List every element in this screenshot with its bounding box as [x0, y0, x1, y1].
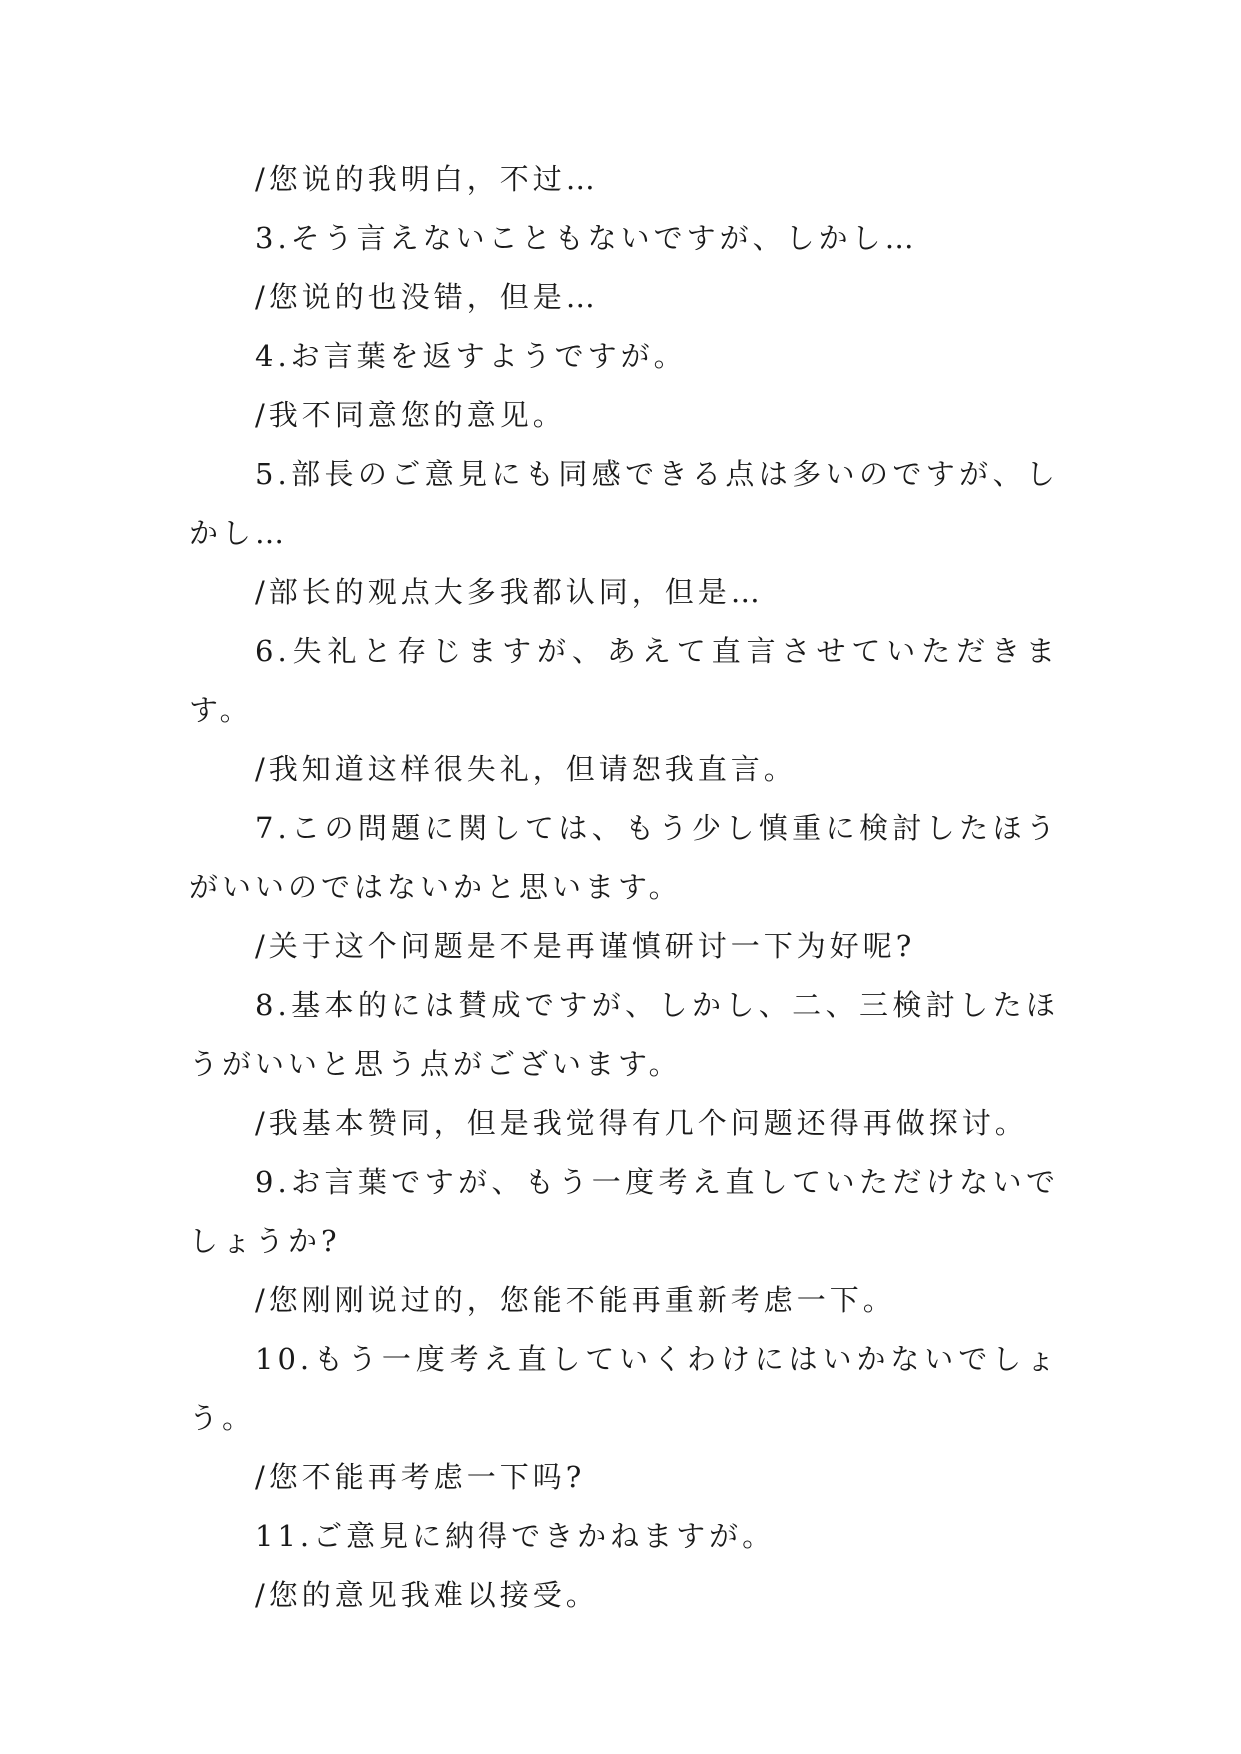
paragraph-10: 7.この問題に関しては、もう少し慎重に検討したほうがいいのではないかと思います。: [189, 811, 1059, 904]
paragraph-3: /您说的也没错，但是…: [255, 280, 599, 314]
paragraph-17: /您不能再考虑一下吗?: [255, 1460, 586, 1494]
paragraph-1: /您说的我明白，不过…: [255, 162, 599, 196]
paragraph-15: /您刚刚说过的，您能不能再重新考虑一下。: [255, 1283, 896, 1317]
paragraph-12: 8.基本的には賛成ですが、しかし、二、三検討したほうがいいと思う点がございます。: [189, 988, 1059, 1081]
paragraph-16: 10.もう一度考え直していくわけにはいかないでしょう。: [189, 1342, 1059, 1435]
document-body: [189, 150, 1059, 1625]
paragraph-5: /我不同意您的意见。: [255, 398, 566, 432]
paragraph-9: /我知道这样很失礼，但请恕我直言。: [255, 752, 797, 786]
paragraph-14: 9.お言葉ですが、もう一度考え直していただけないでしょうか?: [189, 1165, 1059, 1258]
paragraph-18: 11.ご意見に納得できかねますが。: [255, 1519, 776, 1553]
paragraph-11: /关于这个问题是不是再谨慎研讨一下为好呢?: [255, 929, 916, 963]
paragraph-19: /您的意见我难以接受。: [255, 1578, 599, 1612]
paragraph-4: 4.お言葉を返すようですが。: [255, 339, 687, 373]
paragraph-8: 6.失礼と存じますが、あえて直言させていただきます。: [189, 634, 1059, 727]
paragraph-13: /我基本赞同，但是我觉得有几个问题还得再做探讨。: [255, 1106, 1028, 1140]
paragraph-6: 5.部長のご意見にも同感できる点は多いのですが、しかし…: [189, 457, 1059, 550]
paragraph-7: /部长的观点大多我都认同，但是…: [255, 575, 764, 609]
paragraph-2: 3.そう言えないこともないですが、しかし…: [255, 221, 918, 255]
